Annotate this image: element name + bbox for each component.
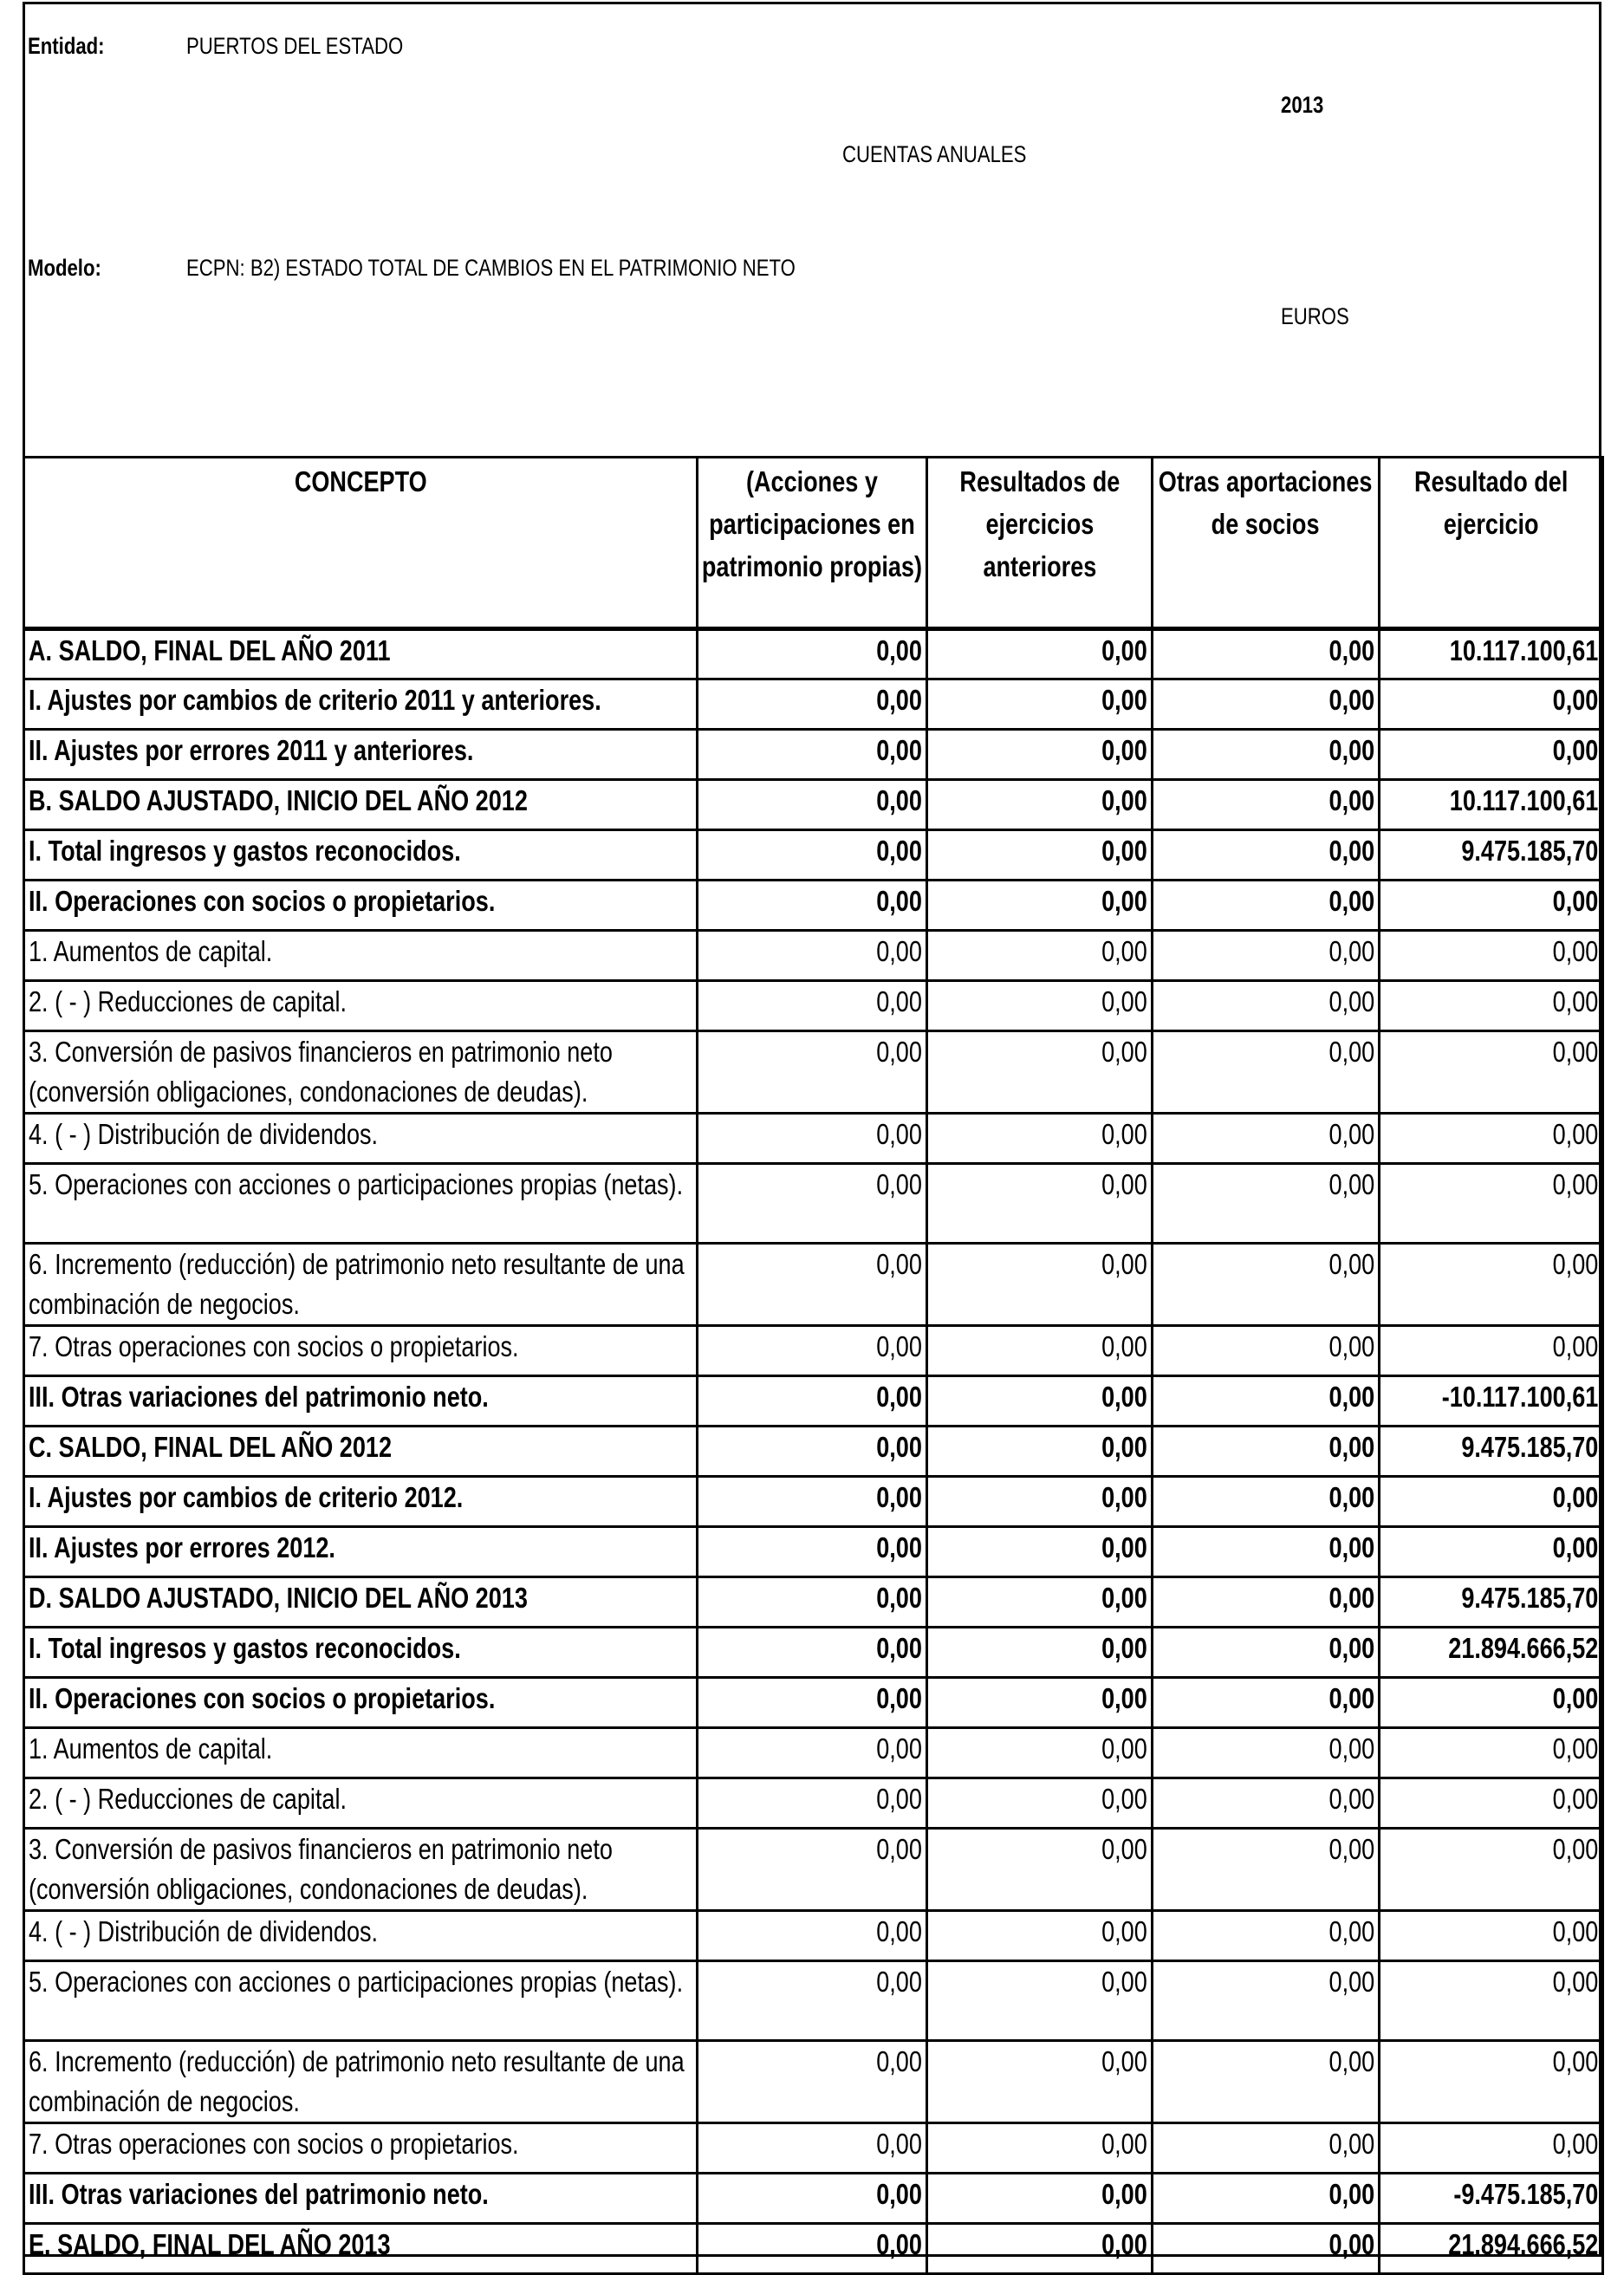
acciones-cell: 0,00 [698, 1164, 927, 1244]
otras-aportaciones-cell: 0,00 [1153, 1829, 1380, 1911]
concept-cell: 5. Operaciones con acciones o participaciones propias (netas). [24, 1164, 698, 1244]
resultados-anteriores-cell: 0,00 [927, 1728, 1153, 1778]
table-row [24, 2123, 1603, 2174]
concept-cell: 7. Otras operaciones con socios o propietarios. [24, 2123, 698, 2174]
resultados-anteriores-cell: 0,00 [927, 981, 1153, 1031]
table-row [24, 1114, 1603, 1164]
concept-cell: II. Ajustes por errores 2011 y anteriores. [24, 730, 698, 780]
table-row [24, 931, 1603, 981]
concept-cell: B. SALDO AJUSTADO, INICIO DEL AÑO 2012 [24, 780, 698, 830]
table-row [24, 1728, 1603, 1778]
acciones-cell: 0,00 [698, 730, 927, 780]
acciones-cell: 0,00 [698, 1244, 927, 1326]
concept-cell: I. Total ingresos y gastos reconocidos. [24, 1628, 698, 1678]
modelo-value: ECPN: B2) ESTADO TOTAL DE CAMBIOS EN EL PATRIMONIO NETO [186, 255, 796, 281]
otras-aportaciones-cell: 0,00 [1153, 2224, 1380, 2274]
table-row [24, 830, 1603, 881]
concept-cell: D. SALDO AJUSTADO, INICIO DEL AÑO 2013 [24, 1577, 698, 1628]
resultado-ejercicio-cell: 0,00 [1380, 1678, 1603, 1728]
table-row [24, 1326, 1603, 1376]
resultado-ejercicio-cell: 0,00 [1380, 2123, 1603, 2174]
otras-aportaciones-cell: 0,00 [1153, 2174, 1380, 2224]
resultados-anteriores-cell: 0,00 [927, 730, 1153, 780]
table-row [24, 881, 1603, 931]
resultado-ejercicio-cell: 21.894.666,52 [1380, 1628, 1603, 1678]
resultados-anteriores-cell: 0,00 [927, 1778, 1153, 1829]
acciones-cell: 0,00 [698, 981, 927, 1031]
acciones-cell: 0,00 [698, 1778, 927, 1829]
otras-aportaciones-cell: 0,00 [1153, 1678, 1380, 1728]
concept-cell: III. Otras variaciones del patrimonio neto. [24, 2174, 698, 2224]
resultados-anteriores-cell: 0,00 [927, 1114, 1153, 1164]
table-row [24, 1427, 1603, 1477]
concept-cell: 6. Incremento (reducción) de patrimonio neto resultante de una combinación de negocios. [24, 2041, 698, 2123]
resultado-ejercicio-cell: 9.475.185,70 [1380, 830, 1603, 881]
resultados-anteriores-cell: 0,00 [927, 1244, 1153, 1326]
acciones-cell: 0,00 [698, 2041, 927, 2123]
entidad-value: PUERTOS DEL ESTADO [186, 33, 404, 59]
otras-aportaciones-cell: 0,00 [1153, 1376, 1380, 1427]
resultados-anteriores-cell: 0,00 [927, 2123, 1153, 2174]
concept-cell: I. Total ingresos y gastos reconocidos. [24, 830, 698, 881]
otras-aportaciones-cell: 0,00 [1153, 1114, 1380, 1164]
resultados-anteriores-cell: 0,00 [927, 780, 1153, 830]
concept-cell: II. Operaciones con socios o propietarios. [24, 881, 698, 931]
table-row [24, 1031, 1603, 1114]
resultado-ejercicio-cell: -9.475.185,70 [1380, 2174, 1603, 2224]
modelo-label: Modelo: [28, 255, 101, 281]
resultado-ejercicio-cell: 9.475.185,70 [1380, 1427, 1603, 1477]
column-header-resultados-anteriores: Resultados de ejercicios anteriores [927, 458, 1153, 629]
resultados-anteriores-cell: 0,00 [927, 1527, 1153, 1577]
otras-aportaciones-cell: 0,00 [1153, 830, 1380, 881]
table-row [24, 2041, 1603, 2123]
resultado-ejercicio-cell: 0,00 [1380, 931, 1603, 981]
resultados-anteriores-cell: 0,00 [927, 1678, 1153, 1728]
otras-aportaciones-cell: 0,00 [1153, 881, 1380, 931]
concept-cell: 2. ( - ) Reducciones de capital. [24, 1778, 698, 1829]
concept-cell: 4. ( - ) Distribución de dividendos. [24, 1911, 698, 1961]
concept-cell: 7. Otras operaciones con socios o propietarios. [24, 1326, 698, 1376]
otras-aportaciones-cell: 0,00 [1153, 1577, 1380, 1628]
table-row [24, 1678, 1603, 1728]
table-row [24, 679, 1603, 730]
acciones-cell: 0,00 [698, 1114, 927, 1164]
concept-cell: I. Ajustes por cambios de criterio 2011 y anteriores. [24, 679, 698, 730]
acciones-cell: 0,00 [698, 1678, 927, 1728]
column-header-resultado-ejercicio: Resultado del ejercicio [1380, 458, 1603, 629]
otras-aportaciones-cell: 0,00 [1153, 629, 1380, 679]
resultado-ejercicio-cell: 0,00 [1380, 981, 1603, 1031]
otras-aportaciones-cell: 0,00 [1153, 1427, 1380, 1477]
resultados-anteriores-cell: 0,00 [927, 1961, 1153, 2041]
otras-aportaciones-cell: 0,00 [1153, 780, 1380, 830]
concept-cell: 5. Operaciones con acciones o participaciones propias (netas). [24, 1961, 698, 2041]
acciones-cell: 0,00 [698, 1728, 927, 1778]
resultado-ejercicio-cell: 0,00 [1380, 1326, 1603, 1376]
acciones-cell: 0,00 [698, 1376, 927, 1427]
resultados-anteriores-cell: 0,00 [927, 881, 1153, 931]
otras-aportaciones-cell: 0,00 [1153, 679, 1380, 730]
resultado-ejercicio-cell: 0,00 [1380, 2041, 1603, 2123]
acciones-cell: 0,00 [698, 1477, 927, 1527]
acciones-cell: 0,00 [698, 1031, 927, 1114]
resultados-anteriores-cell: 0,00 [927, 1829, 1153, 1911]
otras-aportaciones-cell: 0,00 [1153, 1244, 1380, 1326]
concept-cell: 1. Aumentos de capital. [24, 1728, 698, 1778]
resultado-ejercicio-cell: 10.117.100,61 [1380, 780, 1603, 830]
concept-cell: II. Ajustes por errores 2012. [24, 1527, 698, 1577]
acciones-cell: 0,00 [698, 1961, 927, 2041]
resultado-ejercicio-cell: 0,00 [1380, 1961, 1603, 2041]
resultados-anteriores-cell: 0,00 [927, 1427, 1153, 1477]
table-row [24, 1477, 1603, 1527]
otras-aportaciones-cell: 0,00 [1153, 1527, 1380, 1577]
table-row [24, 981, 1603, 1031]
concept-cell: 6. Incremento (reducción) de patrimonio neto resultante de una combinación de negocios. [24, 1244, 698, 1326]
table-row [24, 2224, 1603, 2274]
resultado-ejercicio-cell: 0,00 [1380, 1164, 1603, 1244]
resultado-ejercicio-cell: 0,00 [1380, 1527, 1603, 1577]
resultado-ejercicio-cell: 0,00 [1380, 1114, 1603, 1164]
otras-aportaciones-cell: 0,00 [1153, 1477, 1380, 1527]
entidad-label: Entidad: [28, 33, 105, 59]
table-row [24, 1376, 1603, 1427]
column-header-concepto: CONCEPTO [24, 458, 698, 629]
acciones-cell: 0,00 [698, 1577, 927, 1628]
resultados-anteriores-cell: 0,00 [927, 1628, 1153, 1678]
table-row [24, 1829, 1603, 1911]
column-header-acciones: (Acciones y participaciones en patrimonio propias) [698, 458, 927, 629]
otras-aportaciones-cell: 0,00 [1153, 1911, 1380, 1961]
otras-aportaciones-cell: 0,00 [1153, 1961, 1380, 2041]
resultado-ejercicio-cell: 0,00 [1380, 1778, 1603, 1829]
concept-cell: III. Otras variaciones del patrimonio neto. [24, 1376, 698, 1427]
report-title: CUENTAS ANUALES [842, 141, 1027, 167]
concept-cell: 1. Aumentos de capital. [24, 931, 698, 981]
acciones-cell: 0,00 [698, 1829, 927, 1911]
acciones-cell: 0,00 [698, 1427, 927, 1477]
table-row [24, 1911, 1603, 1961]
table-row [24, 629, 1603, 679]
acciones-cell: 0,00 [698, 1911, 927, 1961]
table-row [24, 1778, 1603, 1829]
resultados-anteriores-cell: 0,00 [927, 1326, 1153, 1376]
resultado-ejercicio-cell: 0,00 [1380, 1829, 1603, 1911]
otras-aportaciones-cell: 0,00 [1153, 1326, 1380, 1376]
resultados-anteriores-cell: 0,00 [927, 2174, 1153, 2224]
otras-aportaciones-cell: 0,00 [1153, 981, 1380, 1031]
report-year: 2013 [1281, 92, 1324, 118]
resultado-ejercicio-cell: 9.475.185,70 [1380, 1577, 1603, 1628]
otras-aportaciones-cell: 0,00 [1153, 1628, 1380, 1678]
acciones-cell: 0,00 [698, 881, 927, 931]
acciones-cell: 0,00 [698, 830, 927, 881]
resultado-ejercicio-cell: 10.117.100,61 [1380, 629, 1603, 679]
acciones-cell: 0,00 [698, 780, 927, 830]
table-header-row [24, 458, 1603, 629]
otras-aportaciones-cell: 0,00 [1153, 730, 1380, 780]
concept-cell: E. SALDO, FINAL DEL AÑO 2013 [24, 2224, 698, 2274]
resultados-anteriores-cell: 0,00 [927, 830, 1153, 881]
table-row [24, 1961, 1603, 2041]
concept-cell: I. Ajustes por cambios de criterio 2012. [24, 1477, 698, 1527]
table-row [24, 1527, 1603, 1577]
table-row [24, 1628, 1603, 1678]
table-row [24, 2174, 1603, 2224]
resultados-anteriores-cell: 0,00 [927, 2224, 1153, 2274]
otras-aportaciones-cell: 0,00 [1153, 2123, 1380, 2174]
resultado-ejercicio-cell: 0,00 [1380, 679, 1603, 730]
equity-changes-table [23, 456, 1604, 2275]
acciones-cell: 0,00 [698, 629, 927, 679]
resultados-anteriores-cell: 0,00 [927, 629, 1153, 679]
otras-aportaciones-cell: 0,00 [1153, 1728, 1380, 1778]
concept-cell: II. Operaciones con socios o propietarios. [24, 1678, 698, 1728]
resultados-anteriores-cell: 0,00 [927, 1376, 1153, 1427]
acciones-cell: 0,00 [698, 679, 927, 730]
otras-aportaciones-cell: 0,00 [1153, 1164, 1380, 1244]
otras-aportaciones-cell: 0,00 [1153, 1778, 1380, 1829]
resultado-ejercicio-cell: 21.894.666,52 [1380, 2224, 1603, 2274]
acciones-cell: 0,00 [698, 931, 927, 981]
table-row [24, 780, 1603, 830]
table-row [24, 1244, 1603, 1326]
acciones-cell: 0,00 [698, 2174, 927, 2224]
concept-cell: C. SALDO, FINAL DEL AÑO 2012 [24, 1427, 698, 1477]
column-header-otras-aportaciones: Otras aportaciones de socios [1153, 458, 1380, 629]
currency-label: EUROS [1281, 303, 1349, 329]
acciones-cell: 0,00 [698, 2123, 927, 2174]
resultado-ejercicio-cell: 0,00 [1380, 1477, 1603, 1527]
acciones-cell: 0,00 [698, 1326, 927, 1376]
resultados-anteriores-cell: 0,00 [927, 1164, 1153, 1244]
resultado-ejercicio-cell: 0,00 [1380, 881, 1603, 931]
concept-cell: 3. Conversión de pasivos financieros en patrimonio neto (conversión obligaciones, condonaciones de deudas). [24, 1829, 698, 1911]
resultado-ejercicio-cell: -10.117.100,61 [1380, 1376, 1603, 1427]
table-row [24, 1577, 1603, 1628]
resultados-anteriores-cell: 0,00 [927, 1911, 1153, 1961]
resultado-ejercicio-cell: 0,00 [1380, 730, 1603, 780]
otras-aportaciones-cell: 0,00 [1153, 931, 1380, 981]
concept-cell: 3. Conversión de pasivos financieros en patrimonio neto (conversión obligaciones, condonaciones de deudas). [24, 1031, 698, 1114]
resultado-ejercicio-cell: 0,00 [1380, 1728, 1603, 1778]
otras-aportaciones-cell: 0,00 [1153, 2041, 1380, 2123]
resultados-anteriores-cell: 0,00 [927, 2041, 1153, 2123]
acciones-cell: 0,00 [698, 1628, 927, 1678]
acciones-cell: 0,00 [698, 1527, 927, 1577]
concept-cell: A. SALDO, FINAL DEL AÑO 2011 [24, 629, 698, 679]
resultado-ejercicio-cell: 0,00 [1380, 1244, 1603, 1326]
otras-aportaciones-cell: 0,00 [1153, 1031, 1380, 1114]
acciones-cell: 0,00 [698, 2224, 927, 2274]
concept-cell: 4. ( - ) Distribución de dividendos. [24, 1114, 698, 1164]
resultados-anteriores-cell: 0,00 [927, 931, 1153, 981]
concept-cell: 2. ( - ) Reducciones de capital. [24, 981, 698, 1031]
table-row [24, 730, 1603, 780]
resultados-anteriores-cell: 0,00 [927, 1477, 1153, 1527]
resultados-anteriores-cell: 0,00 [927, 1577, 1153, 1628]
table-row [24, 1164, 1603, 1244]
resultados-anteriores-cell: 0,00 [927, 679, 1153, 730]
resultado-ejercicio-cell: 0,00 [1380, 1031, 1603, 1114]
resultados-anteriores-cell: 0,00 [927, 1031, 1153, 1114]
resultado-ejercicio-cell: 0,00 [1380, 1911, 1603, 1961]
